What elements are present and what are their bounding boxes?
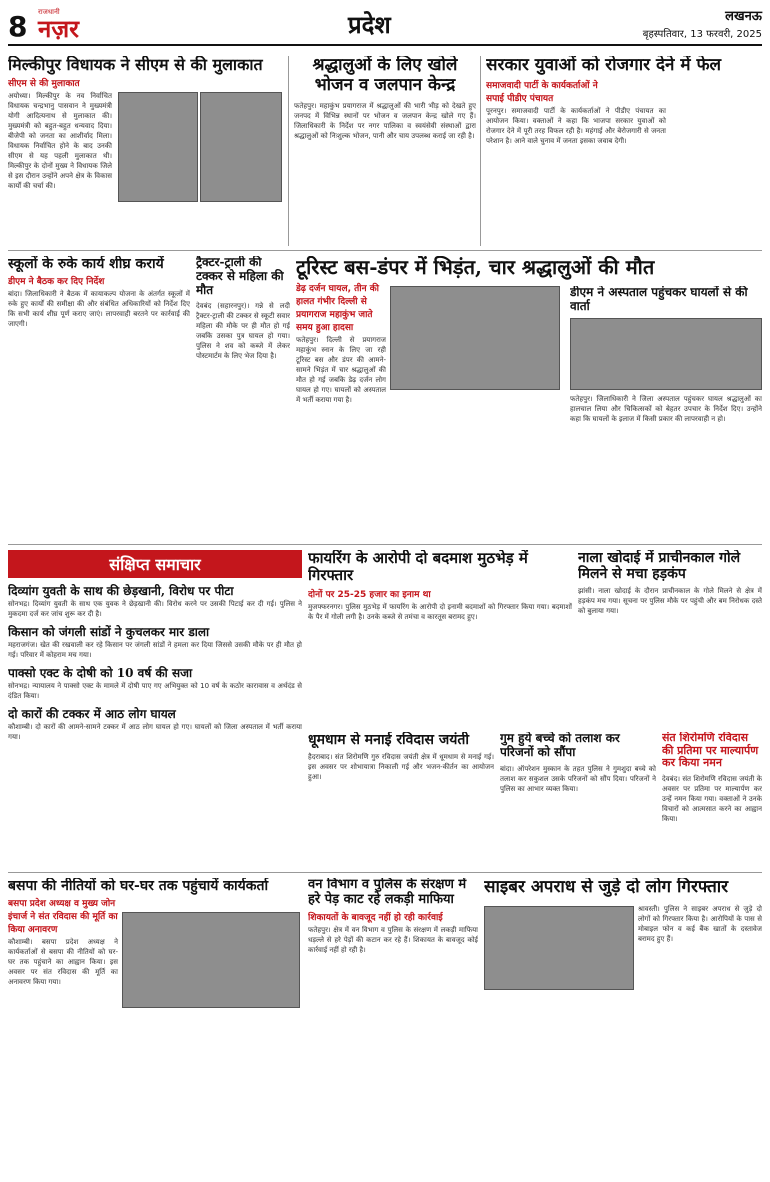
story-milkipur [8,56,284,246]
row-rule [8,544,762,545]
headline: टूरिस्ट बस-डंपर में भिड़ंत, चार श्रद्धालुओं की मौत [296,256,655,279]
body: फतेहपुर। महाकुंभ प्रयागराज में श्रद्धालुओं की भारी भीड़ को देखते हुए जनपद में विभिन्न स्थानों पर भोजन व जलपान केन्द्र खोले गए हैं। जिलाधिकारी के निर्देश पर नगर पालिका व स्वयंसेवी संस्थाओं द्वारा श्रद्धालुओं को निःशुल्क भोजन, पानी और चाय उपलब्ध कराई जा रही है। [294,102,476,141]
edition-city: लखनऊ [725,9,762,24]
subheadline: सीएम से की मुलाकात [8,79,80,90]
headline: श्रद्धालुओं के लिए खोले भोजन व जलपान केन्द्र [312,56,458,95]
story-bhojan-kendra [294,56,476,246]
body: श्रावस्ती। पुलिस ने साइबर अपराध से जुड़े दो लोगों को गिरफ्तार किया है। आरोपियों के पास से मोबाइल फोन व कई बैंक खातों के दस्तावेज बरामद हुए हैं। [638,904,762,943]
headline: साइबर अपराध से जुड़े दो लोग गिरफ्तार [484,878,729,897]
subheadline: समाजवादी पार्टी के कार्यकर्ताओं ने सपाई पीडीए पंचायत [486,80,598,104]
photo [118,92,198,202]
subheadline: बसपा प्रदेश अध्यक्ष व मुख्य जोन इंचार्ज ने संत रविदास की मूर्ति का किया अनावरण [8,899,118,936]
story-tractor [196,256,290,540]
story-school-work [8,256,190,540]
masthead [8,6,762,46]
brief-body: सोनभद्र। दिव्यांग युवती के साथ एक युवक ने छेड़खानी की। विरोध करने पर उसकी पिटाई कर दी गई। पुलिस ने मुकदमा दर्ज कर जांच शुरू कर दी है। [8,600,302,618]
row-rule [8,872,762,873]
headline: नाला खोदाई में प्राचीनकाल गोले मिलने से मचा हड़कंप [578,550,741,583]
photo [200,92,282,202]
logo-name: नज़र [38,14,79,43]
headline: धूमधाम से मनाई रविदास जयंती [308,732,469,748]
headline: डीएम ने अस्पताल पहुंचकर घायलों से की वार्ता [570,286,748,313]
headline: वन विभाग व पुलिस के संरक्षण में हरे पेड़ काट रहे लकड़ी माफिया [308,878,467,907]
headline: गुम हुये बच्चे को तलाश कर परिजनों को सौंपा [500,732,620,759]
page-number: 8 [8,10,28,43]
body: बांदा। ऑपरेशन मुस्कान के तहत पुलिस ने गुमशुदा बच्चे को तलाश कर सकुशल उसके परिजनों को सौंप दिया। परिजनों ने पुलिस का आभार व्यक्त किया। [500,764,656,793]
subheadline: शिकायतों के बावजूद नहीं हो रही कार्रवाई [308,912,443,923]
logo-tagline: राजधानी [38,8,60,16]
subheadline: दोनों पर 25-25 हजार का इनाम था [308,589,431,600]
section-title: प्रदेश [348,10,391,39]
headline: ट्रैक्टर-ट्राली की टक्कर से महिला की मौत [196,256,284,297]
row-rule [8,250,762,251]
body: फतेहपुर। दिल्ली से प्रयागराज महाकुंभ स्नान के लिए जा रही टूरिस्ट बस और डंपर की आमने-सामने भिड़ंत में चार श्रद्धालुओं की मौत हो गई जबकि डेढ़ दर्जन लोग घायल हो गए। घायलों को अस्पताल में भर्ती कराया गया है। [296,336,386,404]
brief-body: महराजगंज। खेत की रखवाली कर रहे किसान पर जंगली सांडों ने हमला कर दिया जिससे उसकी मौके पर ही मौत हो गई। परिवार में कोहराम मच गया। [8,641,302,659]
headline: फायरिंग के आरोपी दो बदमाश मुठभेड़ में गिरफ्तार [308,550,528,585]
story-cyber-crime [484,878,762,1170]
column-rule [480,56,481,246]
body: देवबंद (सहारनपुर)। गन्ने से लदी ट्रैक्टर-ट्राली की टक्कर से स्कूटी सवार महिला की मौके पर ही मौत हो गई जबकि उसका पुत्र घायल हो गया। पुलिस ने शव को कब्जे में लेकर पोस्टमार्टम के लिए भेज दिया है। [196,302,290,361]
story-ravidas-jayanti [308,732,494,868]
accident-photo [390,286,560,390]
story-nala-golay [578,550,762,726]
headline: बसपा की नीतियों को घर-घर तक पहुंचायें कार्यकर्ता [8,878,269,894]
headline: मिल्कीपुर विधायक ने सीएम से की मुलाकात [8,56,263,74]
column-rule [288,56,289,246]
brief-title: पाक्सो एक्ट के दोषी को 10 वर्ष की सजा [8,666,193,680]
body: अयोध्या। मिल्कीपुर के नव निर्वाचित विधायक चन्द्रभानु पासवान ने मुख्यमंत्री योगी आदित्यनाथ से मुलाकात की। मुख्यमंत्री को बहुत-बहुत धन्यवाद दिया। बीजेपी को जनता का आशीर्वाद मिला। विधायक निर्वाचित होने के बाद उनकी सीएम से यह पहली मुलाकात थी। मिल्कीपुर के दोनों मुख्य ने विधायक जिले से इस दौरान उन्होंने अपने क्षेत्र के विकास कार्यों की चर्चा की। [8,92,112,191]
brief-title: दिव्यांग युवती के साथ की छेड़खानी, विरोध पर पीटा [8,584,234,598]
story-wood-mafia [308,878,478,1170]
photo [122,912,300,1008]
story-dm-hospital [570,286,762,540]
brief-title: दो कारों की टक्कर में आठ लोग घायल [8,707,176,721]
brief-body: सोनभद्र। न्यायालय ने पाक्सो एक्ट के मामले में दोषी पाए गए अभियुक्त को 10 वर्ष के कठोर कारावास व अर्थदंड से दंडित किया। [8,682,302,700]
body: देवबंद। संत शिरोमणि रविदास जयंती के अवसर पर प्रतिमा पर माल्यार्पण कर उन्हें नमन किया गया। वक्ताओं ने उनके विचारों को आत्मसात करने का आह्वान किया। [662,774,762,823]
story-ravidas-pratima [662,732,762,868]
edition-date: बृहस्पतिवार, 13 फरवरी, 2025 [642,29,762,40]
subheadline: डेढ़ दर्जन घायल, तीन की हालत गंभीर दिल्ली से प्रयागराज महाकुंभ जाते समय हुआ हादसा [296,284,379,333]
body: मुजफ्फरनगर। पुलिस मुठभेड़ में फायरिंग के आरोपी दो इनामी बदमाशों को गिरफ्तार किया गया। बदमाशों के पैर में गोली लगी है। उनके कब्जे से तमंचा व कारतूस बरामद हुए। [308,602,572,621]
photo [484,906,634,990]
brief-body: कौशाम्बी। दो कारों की आमने-सामने टक्कर में आठ लोग घायल हो गए। घायलों को जिला अस्पताल में भर्ती कराया गया। [8,723,302,741]
body: फतेहपुर। जिलाधिकारी ने जिला अस्पताल पहुंचकर घायल श्रद्धालुओं का हालचाल लिया और चिकित्सकों को बेहतर उपचार के निर्देश दिए। उन्होंने कहा कि घायलों के इलाज में किसी प्रकार की लापरवाही न हो। [570,394,762,423]
body: कौशाम्बी। बसपा प्रदेश अध्यक्ष ने कार्यकर्ताओं से बसपा की नीतियों को घर-घर तक पहुंचाने का आह्वान किया। इस अवसर पर संत रविदास की मूर्ति का अनावरण किया गया। [8,938,118,987]
body: हैदराबाद। संत शिरोमणि गुरु रविदास जयंती क्षेत्र में धूमधाम से मनाई गई। इस अवसर पर शोभायात्रा निकाली गई और भजन-कीर्तन का आयोजन हुआ। [308,753,494,782]
body: पूरनपुर। समाजवादी पार्टी के कार्यकर्ताओं ने पीडीए पंचायत का आयोजन किया। वक्ताओं ने कहा कि भाजपा सरकार युवाओं को रोजगार देने में पूरी तरह विफल रही है। महंगाई और बेरोजगारी से जनता परेशान है। आने वाले चुनाव में जनता इसका जवाब देगी। [486,106,666,145]
body: बांदा। जिलाधिकारी ने बैठक में कायाकल्प योजना के अंतर्गत स्कूलों में रुके हुए कार्यों की समीक्षा की और संबंधित अधिकारियों को निर्देश दिए कि सभी कार्य शीघ्र पूर्ण कराए जाएं। लापरवाही बरतने पर कार्रवाई की जाएगी। [8,290,190,329]
story-missing-child [500,732,656,868]
box-title: संक्षिप्त समाचार [8,550,302,578]
story-rozgar [486,56,762,246]
story-bsp [8,878,302,1170]
headline: स्कूलों के रुके कार्य शीघ्र करायें [8,256,164,272]
headline: सरकार युवाओं को रोजगार देने में फेल [486,56,722,75]
photo [570,318,762,390]
brief-news-box [8,550,302,868]
body: फतेहपुर। क्षेत्र में वन विभाग व पुलिस के संरक्षण में लकड़ी माफिया धड़ल्ले से हरे पेड़ों की कटान कर रहे हैं। शिकायत के बावजूद कोई कार्रवाई नहीं हो रही है। [308,925,478,954]
brief-title: किसान को जंगली सांडों ने कुचलकर मार डाला [8,625,210,639]
story-firing-encounter [308,550,572,726]
subheadline: डीएम ने बैठक कर दिए निर्देश [8,277,105,288]
body: झांसी। नाला खोदाई के दौरान प्राचीनकाल के गोले मिलने से क्षेत्र में हड़कंप मच गया। सूचना पर पुलिस मौके पर पहुंची और बम निरोधक दस्ते को बुलाया गया। [578,587,762,616]
newspaper-logo [38,8,122,44]
headline: संत शिरोमणि रविदास की प्रतिमा पर माल्यार्पण कर किया नमन [662,732,759,770]
